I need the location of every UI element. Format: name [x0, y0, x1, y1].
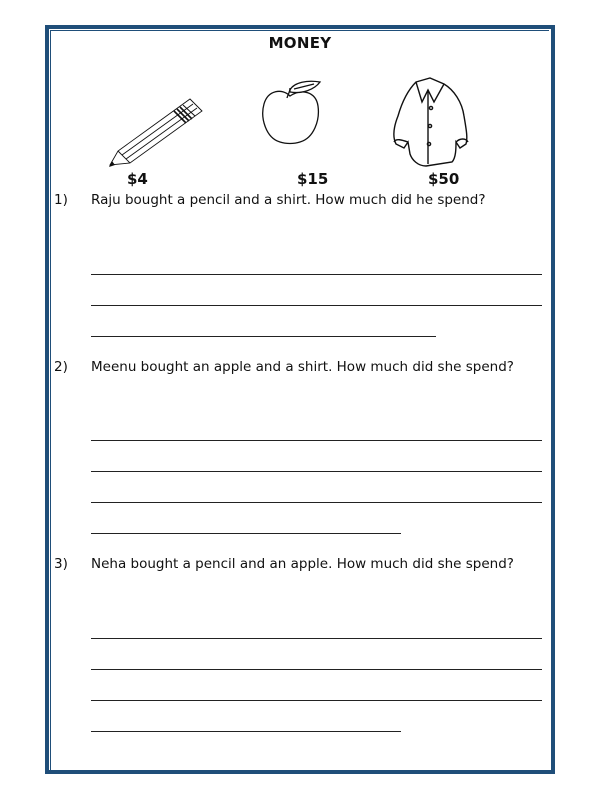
pencil-icon	[104, 95, 206, 173]
apple-price: $15	[297, 170, 329, 188]
answer-line[interactable]	[91, 274, 542, 275]
answer-line[interactable]	[91, 638, 542, 639]
shirt-price: $50	[428, 170, 460, 188]
answer-line[interactable]	[91, 669, 542, 670]
answer-line[interactable]	[91, 305, 542, 306]
shirt-item	[390, 76, 470, 168]
question-text: Neha bought a pencil and an apple. How much did she spend?	[91, 556, 514, 572]
pencil-item	[104, 95, 206, 173]
question-number: 2)	[54, 359, 68, 375]
question-text: Meenu bought an apple and a shirt. How much did she spend?	[91, 359, 514, 375]
shirt-icon	[390, 76, 470, 168]
question-number: 3)	[54, 556, 68, 572]
answer-line[interactable]	[91, 336, 436, 337]
question-number: 1)	[54, 192, 68, 208]
answer-line[interactable]	[91, 502, 542, 503]
apple-item	[260, 80, 324, 146]
answer-line[interactable]	[91, 471, 542, 472]
answer-line[interactable]	[91, 700, 542, 701]
answer-line[interactable]	[91, 731, 401, 732]
pencil-price: $4	[127, 170, 148, 188]
answer-line[interactable]	[91, 440, 542, 441]
worksheet-title: MONEY	[268, 34, 332, 52]
question-text: Raju bought a pencil and a shirt. How much did he spend?	[91, 192, 486, 208]
apple-icon	[260, 80, 324, 146]
answer-line[interactable]	[91, 533, 401, 534]
